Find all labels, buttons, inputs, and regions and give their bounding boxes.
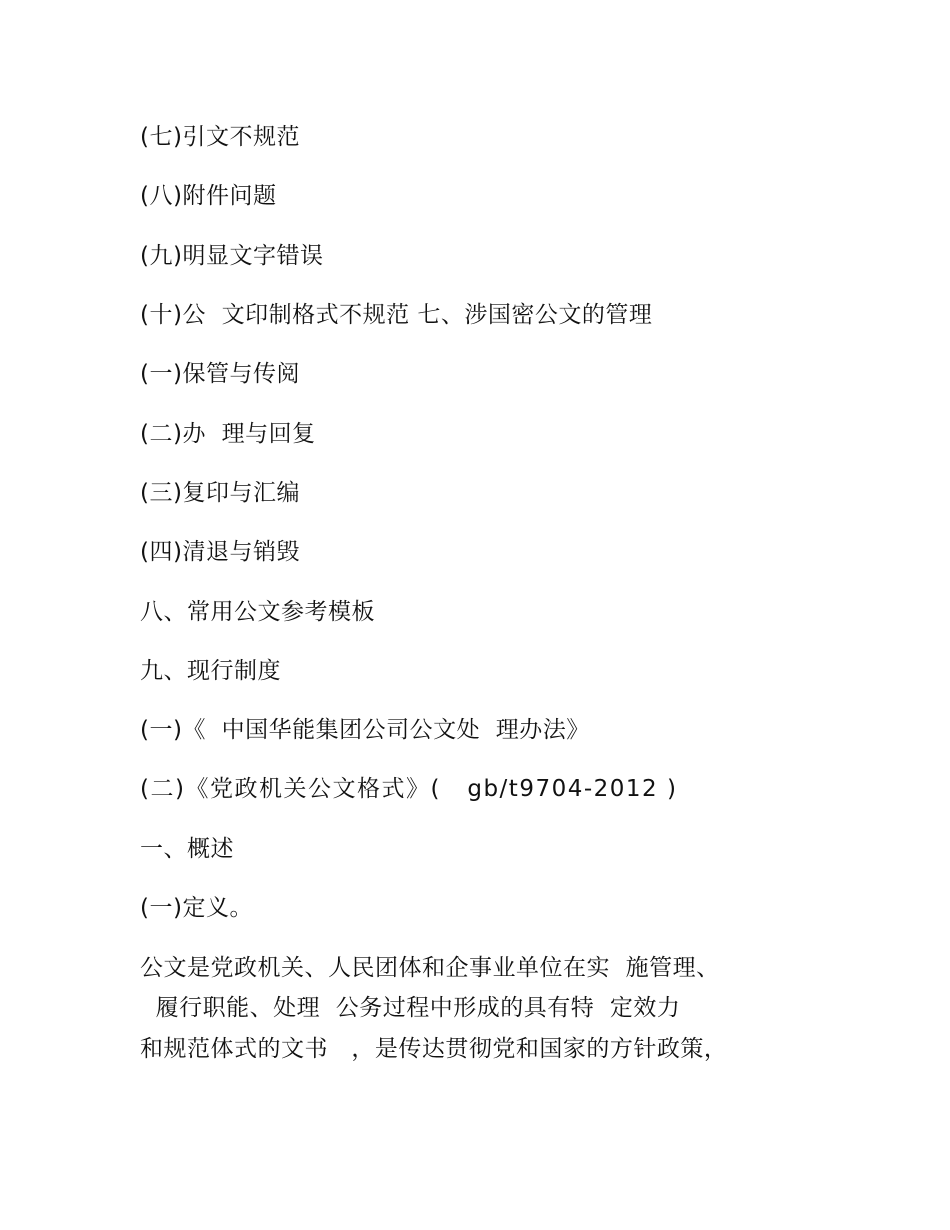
outline-item-return-destroy: (四)清退与销毁 <box>140 539 300 565</box>
outline-item-storage-circulation: (一)保管与传阅 <box>140 361 300 387</box>
outline-item-7-citation: (七)引文不规范 <box>140 124 300 150</box>
outline-item-handling-reply: (二)办 理与回复 <box>140 421 316 447</box>
section-heading-overview: 一、概述 <box>140 836 234 862</box>
outline-item-huaneng-rules: (一)《 中国华能集团公司公文处 理办法》 <box>140 717 590 743</box>
paragraph-line-1: 公文是党政机关、人民团体和企事业单位在实 施管理、 <box>140 955 720 981</box>
section-heading-templates: 八、常用公文参考模板 <box>140 599 375 625</box>
outline-item-10-print-format: (十)公 文印制格式不规范 七、涉国密公文的管理 <box>140 302 653 328</box>
outline-item-format-standard: (二)《党政机关公文格式》( gb/t9704-2012 ) <box>140 776 678 802</box>
outline-item-copy-compile: (三)复印与汇编 <box>140 480 300 506</box>
outline-item-9-text-errors: (九)明显文字错误 <box>140 243 324 269</box>
paragraph-line-2: 履行职能、处理 公务过程中形成的具有特 定效力 <box>140 995 681 1021</box>
outline-item-8-attachments: (八)附件问题 <box>140 183 277 209</box>
subsection-heading-definition: (一)定义。 <box>140 895 253 921</box>
section-heading-current-rules: 九、现行制度 <box>140 658 281 684</box>
paragraph-line-3: 和规范体式的文书 ，是传达贯彻党和国家的方针政策， <box>140 1036 728 1062</box>
